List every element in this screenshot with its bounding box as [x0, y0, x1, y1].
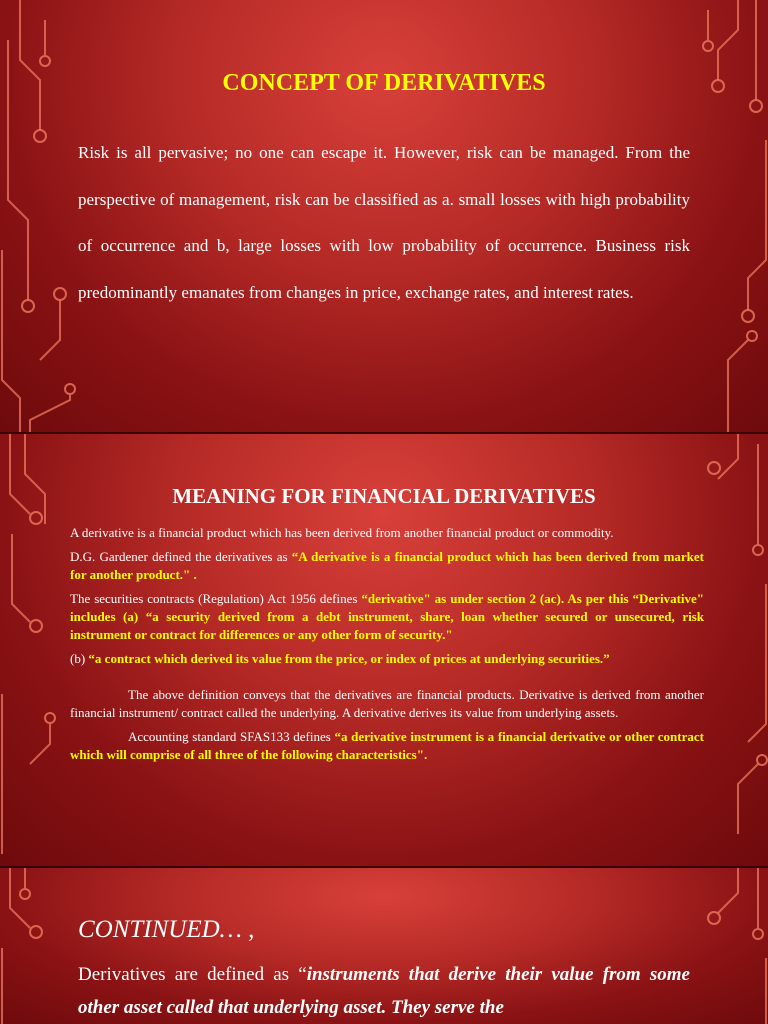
circuit-decoration-right — [678, 0, 768, 432]
highlighted-quote: “a contract which derived its value from the price, or index of prices at underlying securities.” — [88, 651, 610, 666]
definition-paragraph — [70, 524, 704, 542]
clause-b-definition — [70, 650, 704, 668]
gardener-definition — [70, 548, 704, 584]
securities-act-definition — [70, 590, 704, 644]
highlighted-quote: “A derivative is a financial product which has been derived from market for another product." . — [70, 549, 704, 582]
paragraph-text: Derivatives are defined as “ — [78, 964, 307, 985]
highlighted-quote: “a derivative instrument is a financial derivative or other contract which will comprise of all three of the following characteristics". — [70, 729, 704, 762]
circuit-decoration-left — [0, 0, 90, 432]
paragraph-text: A derivative is a financial product which has been derived from another financial product or commodity. — [70, 525, 614, 540]
emphasized-definition: instruments that derive their value from some other asset called that underlying asset. They serve the — [78, 964, 690, 1018]
slide-body — [70, 524, 704, 770]
paragraph-text: D.G. Gardener defined the derivatives as — [70, 549, 292, 564]
slide-title: CONTINUED… , — [78, 916, 255, 943]
slide-meaning — [0, 434, 768, 866]
circuit-decoration-right — [678, 868, 768, 1024]
paragraph-text: The above definition conveys that the derivatives are financial products. Derivative is derived from another financial instrument/ contract called the underlying. A derivative derives its value from underlying assets. — [70, 687, 704, 720]
highlighted-quote: “derivative" as under section 2 (ac). As per this “Derivative" includes (a) “a security derived from a debt instrument, share, loan whether secured or unsecured, risk instrument or contract for differences or any other form of security." — [70, 591, 704, 642]
circuit-decoration-left — [0, 868, 90, 1024]
summary-paragraph — [70, 686, 704, 722]
paragraph-text: Accounting standard SFAS133 defines — [128, 729, 335, 744]
paragraph-text: (b) — [70, 651, 89, 666]
slide-title: CONCEPT OF DERIVATIVES — [222, 70, 546, 96]
slide-title: MEANING FOR FINANCIAL DERIVATIVES — [172, 484, 596, 508]
paragraph-text: The securities contracts (Regulation) Act 1956 defines — [70, 591, 362, 606]
slide-continued — [0, 868, 768, 1024]
slide-body-text: Risk is all pervasive; no one can escape it. However, risk can be managed. From the perspective of management, risk can be classified as a. small losses with high probability of occurrence and b, large losses with low probability of occurrence. Business risk predominantly emanates from changes in price, exchange rates, and interest rates. — [78, 143, 690, 302]
slide-body — [78, 958, 690, 1024]
sfas133-definition — [70, 728, 704, 764]
slide-concept — [0, 0, 768, 432]
